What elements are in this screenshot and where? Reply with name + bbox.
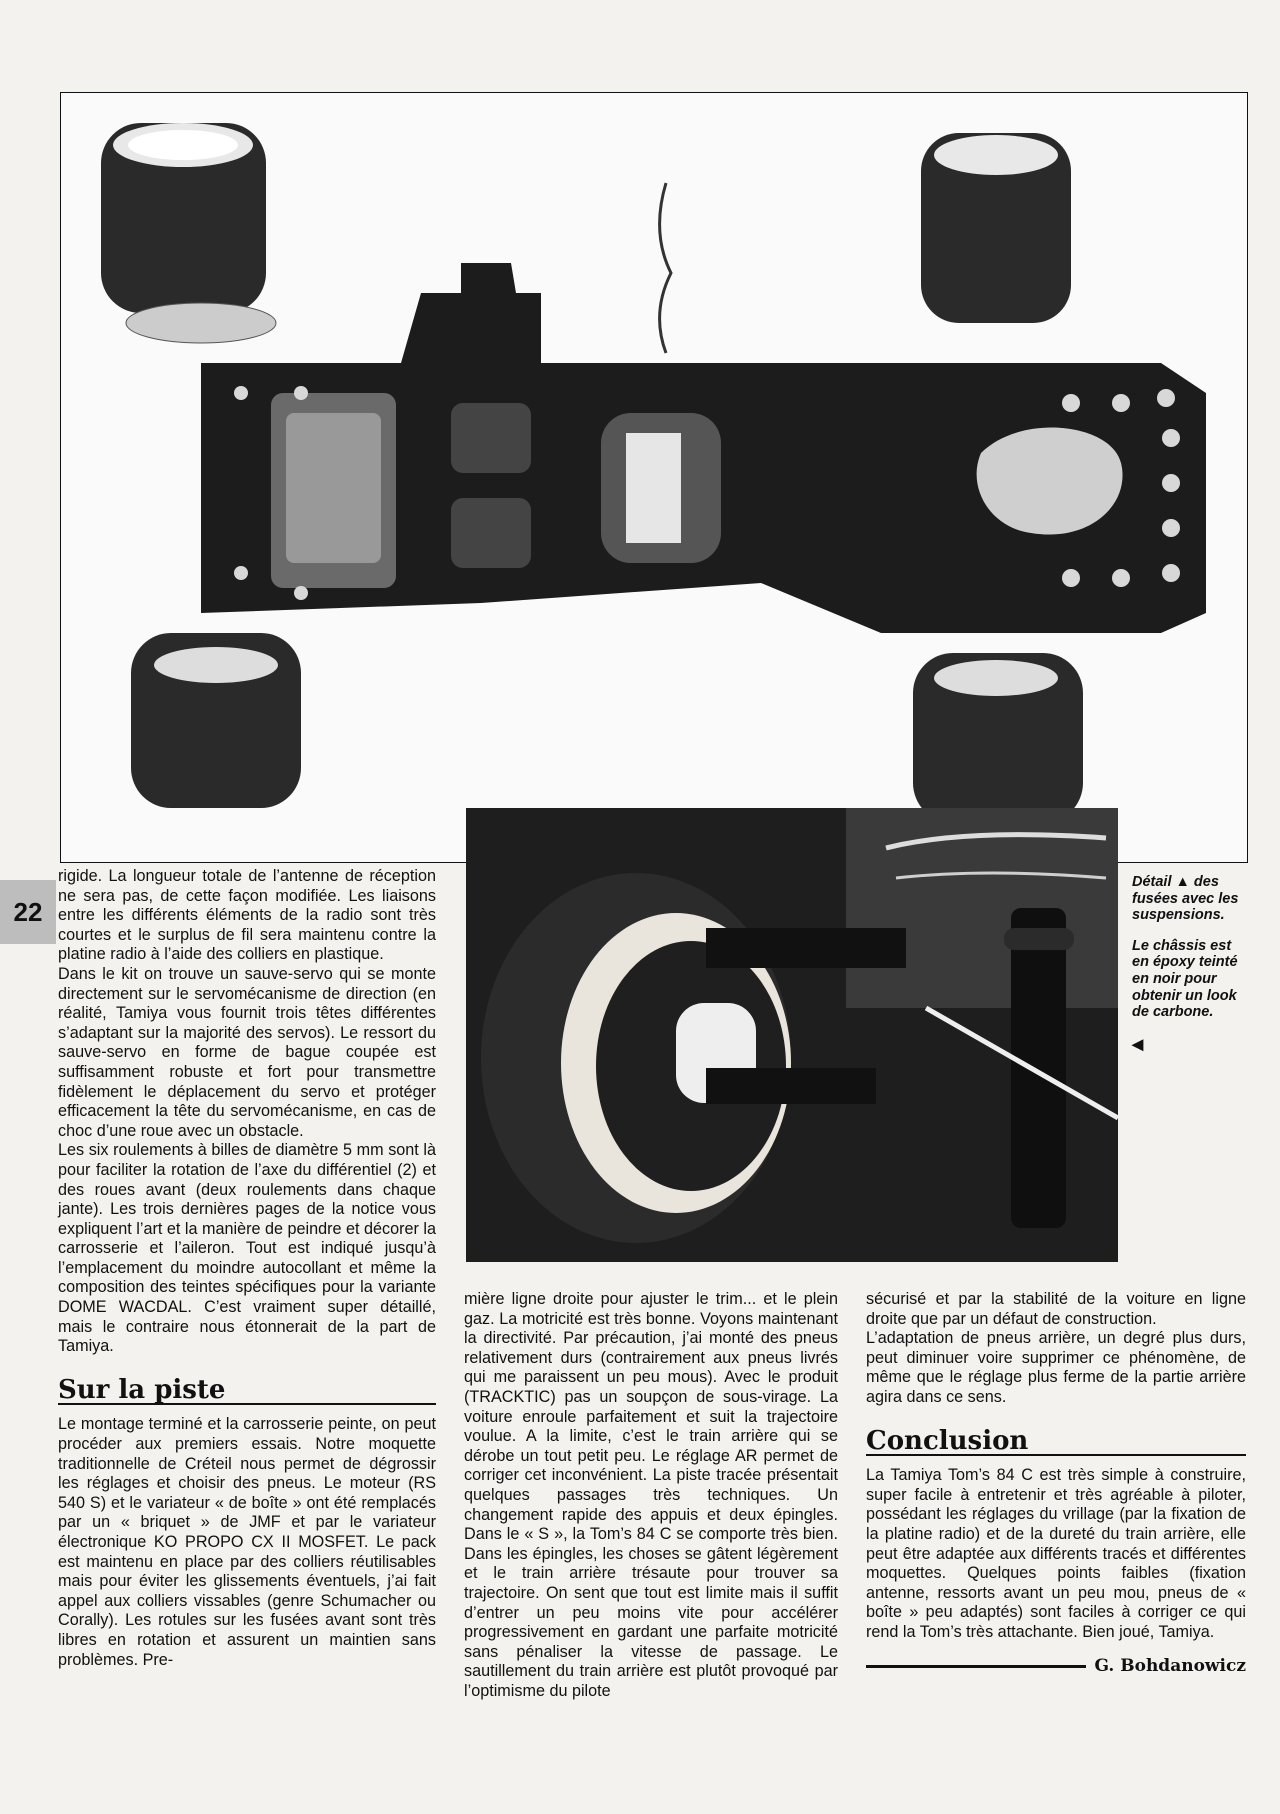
suspension-illustration [466, 808, 1118, 1262]
tire-front-right [913, 653, 1083, 823]
caption-chassis [1132, 938, 1250, 1054]
author-signature [866, 1657, 1246, 1677]
chassis-illustration [61, 93, 1247, 862]
caption-left-arrow-icon: ◀ [1132, 1037, 1144, 1054]
photo-caption [1132, 874, 1250, 1068]
tire-front-left [131, 633, 301, 808]
caption-detail [1132, 874, 1250, 924]
paragraph: Le montage terminé et la carrosserie peinte, on peut procéder aux premiers essais. Notre moquette traditionnelle de Créteil nous permet de dégrossir les réglages et choisir des pneus. Le moteur (RS 540 S) et le variateur « de boîte » ont été remplacés par un « briquet » de JMF et par le variateur électronique KO PROPO CX II MOSFET. Le pack est maintenu en place par des colliers réutilisables mais pour éviter les glissements éventuels, j’ai fait appel aux colliers vissables (genre Schumacher ou Corally). Les rotules sur les fusées avant sont très libres en rotation et assurent un maintien sans problèmes. Pre- [58, 1415, 436, 1669]
paragraph: sécurisé et par la stabilité de la voiture en ligne droite que par un défaut de construction. [866, 1290, 1246, 1328]
article-column-1 [58, 867, 436, 1670]
page-number: 22 [0, 880, 56, 944]
paragraph: L’adaptation de pneus arrière, un degré plus durs, peut diminuer voire supprimer ce phénomène, de même que le réglage plus ferme de la partie arrière agira dans ce sens. [866, 1329, 1246, 1406]
article-column-3 [866, 1290, 1246, 1676]
author-rule [866, 1665, 1086, 1668]
suspension-detail-photo [466, 808, 1118, 1262]
caption-detail-text: des fusées avec les suspensions. [1132, 874, 1239, 924]
caption-chassis-text: Le châssis est en époxy teinté en noir pour obtenir un look de carbone. [1132, 937, 1238, 1021]
paragraph: mière ligne droite pour ajuster le trim... et le plein gaz. La motricité est très bonne. Voyons maintenant la directivité. Par précaution, j’ai monté des pneus relativement durs (contrairement aux pneus livrés qui me paraissent un peu mous). Avec le produit (TRACKTIC) pas un soupçon de sous-virage. La voiture enroule parfaitement et suit la trajectoire voulue. A la limite, c’est le train arrière qui se dérobe un tout petit peu. Le réglage AR permet de corriger cet inconvénient. La piste tracée présentait quelques passages très techniques. Un changement rapide des appuis et deux épingles. Dans le « S », la Tom’s 84 C se comporte très bien. Dans les épingles, les choses se gâtent légèrement et le train arrière trésaute pour trouver sa trajectoire. On sent que tout est limite mais il suffit d’entrer un peu moins vite pour accélérer progressivement en gardant une parfaite motricité sans pénaliser la vitesse de passage. Le sautillement du train arrière est plutôt provoqué par l’optimisme du pilote [464, 1290, 838, 1700]
paragraph: La Tamiya Tom’s 84 C est très simple à construire, super facile à entretenir et très agréable à piloter, possédant les réglages du vrillage (par la fixation de la platine radio) et de la dureté du train arrière, elle peut être adaptée aux différents tracés et différentes moquettes. Quelques points faibles (fixation antenne, ressorts avant un peu mou, pneus de « boîte » peu adaptés) sont faciles à corriger ce qui rend la Tom’s très attachante. Bien joué, Tamiya. [866, 1466, 1246, 1641]
paragraph: rigide. La longueur totale de l’antenne de réception ne sera pas, de cette façon modifiée. Les liaisons entre les différents éléments de la radio sont très courtes et le surplus de fil sera maintenu contre la platine radio à l’aide des colliers en plastique. [58, 867, 436, 964]
tire-rear-left [101, 123, 266, 313]
paragraph: Dans le kit on trouve un sauve-servo qui se monte directement sur le servomécanisme de direction (en réalité, Tamiya vous fournit trois têtes différentes s’adaptant sur la majorité des servos). Le ressort du sauve-servo en forme de bague coupée est suffisamment robuste et fort pour transmettre fidèlement le déplacement du servo et protéger efficacement la tête du servomécanisme, en cas de choc d’une roue avec un obstacle. [58, 964, 436, 1140]
author-name: G. Bohdanowicz [1094, 1655, 1246, 1676]
caption-up-arrow-icon: ▲ [1175, 874, 1190, 890]
chassis-photo [60, 92, 1248, 863]
caption-detail-label: Détail [1132, 874, 1172, 890]
section-heading-conclusion: Conclusion [866, 1432, 1246, 1457]
section-heading-sur-la-piste: Sur la piste [58, 1381, 436, 1406]
article-column-2 [464, 1290, 838, 1701]
paragraph: Les six roulements à billes de diamètre 5 mm sont là pour faciliter la rotation de l’axe du différentiel (2) et des roues avant (deux roulements dans chaque jante). Les trois dernières pages de la notice vous expliquent l’art et la manière de peindre et décorer la carrosserie et l’aileron. Tout est indiqué jusqu’à l’emplacement du moindre autocollant et même la composition des teintes spécifiques pour la variante DOME WACDAL. C’est vraiment super détaillé, mais le contraire nous étonnerait de la part de Tamiya. [58, 1141, 436, 1356]
tire-rear-right [921, 133, 1071, 323]
